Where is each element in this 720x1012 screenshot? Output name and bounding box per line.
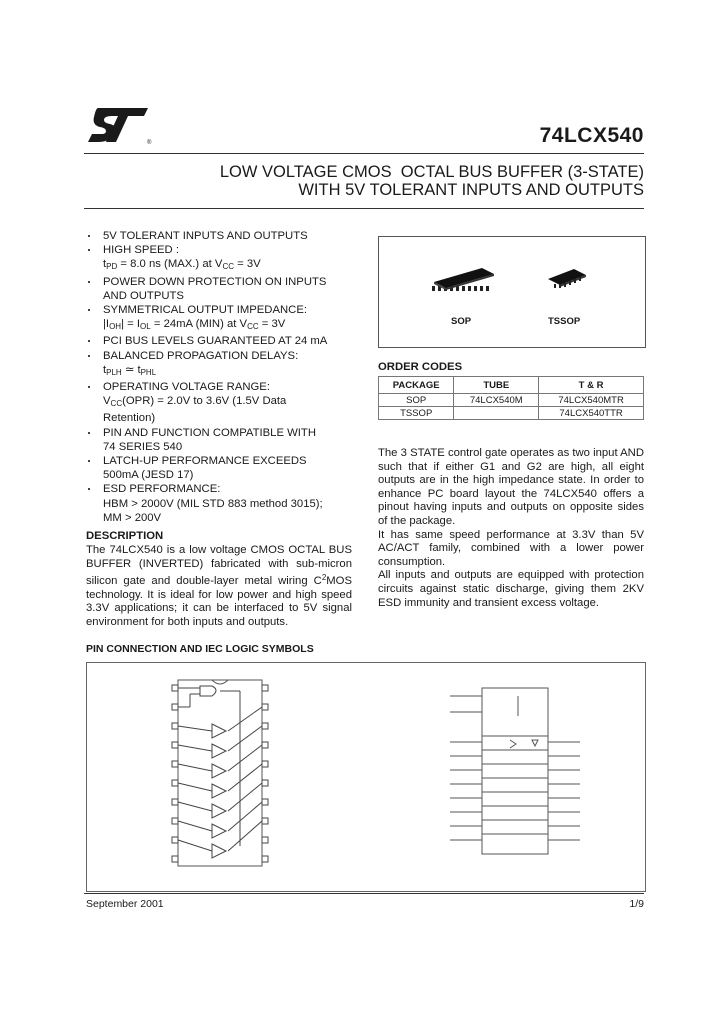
package-box bbox=[378, 236, 646, 348]
description-heading: DESCRIPTION bbox=[86, 530, 164, 542]
tssop-label: TSSOP bbox=[548, 316, 581, 327]
st-logo bbox=[84, 104, 154, 146]
feature-cont: AND OUTPUTS bbox=[103, 289, 184, 302]
paragraph: All inputs and outputs are equipped with protection circuits against static discharge, giving them 2KV ESD immunity and transient excess voltage. bbox=[378, 569, 644, 609]
features-list bbox=[86, 229, 358, 525]
table-cell: 74LCX540MTR bbox=[539, 394, 644, 407]
order-codes-title: ORDER CODES bbox=[378, 361, 463, 373]
order-codes-table bbox=[378, 376, 644, 420]
document-title bbox=[84, 163, 644, 199]
svg-text:®: ® bbox=[147, 140, 152, 146]
feature-item: LATCH-UP PERFORMANCE EXCEEDS bbox=[86, 454, 358, 468]
feature-cont: HBM > 2000V (MIL STD 883 method 3015); bbox=[103, 497, 323, 510]
table-cell: SOP bbox=[379, 394, 454, 407]
table-header-row bbox=[379, 377, 644, 394]
right-column-text bbox=[378, 447, 644, 610]
title-line-1: LOW VOLTAGE CMOS OCTAL BUS BUFFER (3-STATE) bbox=[219, 163, 644, 181]
paragraph: It has same speed performance at 3.3V than 5V AC/ACT family, combined with a lower power consumption. bbox=[378, 528, 644, 568]
column-header: T & R bbox=[539, 377, 644, 394]
feature-item: BALANCED PROPAGATION DELAYS: bbox=[86, 349, 358, 363]
column-header: TUBE bbox=[454, 377, 539, 394]
feature-item: PCI BUS LEVELS GUARANTEED AT 24 mA bbox=[86, 334, 358, 348]
feature-item: PIN AND FUNCTION COMPATIBLE WITH bbox=[86, 426, 358, 440]
feature-vcc: $V_{CC}(OPR) = 2.0V$ to 3.6V (1.5V Data bbox=[103, 395, 287, 409]
footer-date: September 2001 bbox=[86, 898, 164, 910]
description-text: The 74LCX540 is a low voltage CMOS OCTAL BUS BUFFER (INVERTED) fabricated with sub-micron silicon gate and double-layer metal wiring $C^2MOS$ technology. It is ideal for low power and high speed 3.3V applications; it can be interfaced to 5V signal environment for both inputs and outputs. bbox=[86, 544, 352, 628]
footer-rule bbox=[84, 893, 644, 894]
feature-item: OPERATING VOLTAGE RANGE: bbox=[86, 380, 358, 394]
iec-logic-symbol bbox=[430, 680, 610, 870]
page-number: 1/9 bbox=[629, 898, 644, 910]
pin-connection-diagram bbox=[150, 676, 300, 876]
feature-cont: Retention) bbox=[103, 412, 156, 425]
sop-label: SOP bbox=[451, 316, 472, 327]
table-cell bbox=[454, 407, 539, 420]
header-rule bbox=[84, 153, 644, 154]
feature-tpd: $t_{PD} = 8.0$ ns (MAX.) at $V_{CC} = 3V$ bbox=[103, 258, 261, 272]
feature-ioh: $|I_{OH}| = I_{OL} = 24mA$ (MIN) at $V_{CC} = 3V$ bbox=[103, 318, 286, 332]
table-row bbox=[379, 407, 644, 420]
feature-cont: 500mA (JESD 17) bbox=[103, 469, 194, 482]
table-cell: 74LCX540M bbox=[454, 394, 539, 407]
paragraph: The 3 STATE control gate operates as two input AND such that if either G1 and G2 are high, all eight outputs are in the high impedance state. In order to enhance PC board layout the 74LCX540 offers a pinout having inputs and outputs on opposite sides of the package. bbox=[378, 447, 644, 527]
part-number: 74LCX540 bbox=[539, 124, 644, 147]
table-cell: 74LCX540TTR bbox=[539, 407, 644, 420]
tssop-package-image bbox=[544, 267, 588, 289]
table-row bbox=[379, 394, 644, 407]
feature-item: SYMMETRICAL OUTPUT IMPEDANCE: bbox=[86, 303, 358, 317]
feature-tplh: $t_{PLH}$ ≃ $t_{PHL}$ bbox=[103, 363, 157, 377]
pin-connection-heading: PIN CONNECTION AND IEC LOGIC SYMBOLS bbox=[86, 643, 314, 655]
feature-cont: MM > 200V bbox=[103, 511, 162, 524]
sop-package-image bbox=[430, 266, 496, 292]
title-rule bbox=[84, 208, 644, 209]
feature-item: HIGH SPEED : bbox=[86, 243, 358, 257]
column-header: PACKAGE bbox=[379, 377, 454, 394]
title-line-2: WITH 5V TOLERANT INPUTS AND OUTPUTS bbox=[298, 181, 644, 199]
feature-cont: 74 SERIES 540 bbox=[103, 440, 183, 453]
feature-item: 5V TOLERANT INPUTS AND OUTPUTS bbox=[86, 229, 358, 243]
feature-item: ESD PERFORMANCE: bbox=[86, 482, 358, 496]
feature-item: POWER DOWN PROTECTION ON INPUTS bbox=[86, 275, 358, 289]
table-cell: TSSOP bbox=[379, 407, 454, 420]
